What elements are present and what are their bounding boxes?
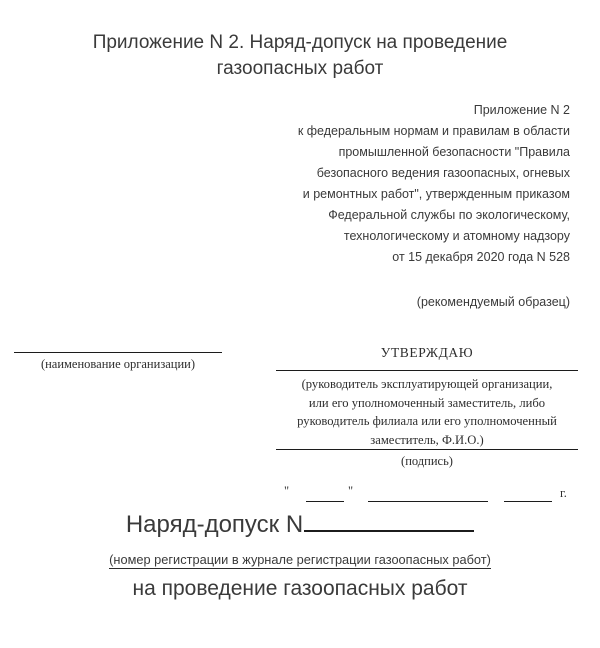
permit-heading [0,510,600,540]
approval-field [276,345,578,469]
signature-caption: (подпись) [401,454,453,468]
permit-subtitle: на проведение газоопасных работ [132,577,468,600]
approval-caption-line: или его уполномоченный заместитель, либо [308,395,546,410]
permit-number-blank[interactable] [304,513,474,532]
reference-line: Приложение N 2 [473,103,570,117]
page-title-line-2: газоопасных работ [216,58,384,79]
recommended-sample-note: (рекомендуемый образец) [416,295,570,309]
organization-rule[interactable] [14,352,222,353]
reference-line: и ремонтных работ", утвержденным приказом [302,187,570,201]
reference-line: от 15 декабря 2020 года N 528 [392,250,570,264]
approval-caption-line: руководитель филиала или его уполномоченный [297,414,557,428]
date-line [276,484,578,504]
approval-caption [276,375,578,449]
date-year-blank[interactable] [504,501,552,502]
reference-line: технологическому и атомному надзору [343,229,570,243]
permit-number-caption-text: (номер регистрации в журнале регистрации газоопасных работ) [109,552,491,567]
reference-line: промышленной безопасности "Правила [338,145,570,159]
legal-reference-block [270,100,570,268]
year-suffix-label: г. [560,486,567,500]
approval-rule-top[interactable] [276,370,578,371]
quote-close: " [348,484,354,498]
page-title [30,30,570,82]
date-day-blank[interactable] [306,501,344,502]
signature-rule[interactable] [276,449,578,450]
reference-line: безопасного ведения газоопасных, огневых [316,166,570,180]
organization-field [14,352,222,372]
organization-caption: (наименование организации) [40,357,196,371]
reference-line: к федеральным нормам и правилам в области [297,124,570,138]
permit-number-caption [0,551,600,569]
date-month-blank[interactable] [368,501,488,502]
quote-open: " [284,484,290,498]
approval-caption-line: заместитель, Ф.И.О.) [370,432,484,447]
approval-caption-line: (руководитель эксплуатирующей организации, [301,377,553,391]
reference-line: Федеральной службы по экологическому, [328,208,570,222]
page-title-line-1: Приложение N 2. Наряд-допуск на проведение [92,32,508,53]
approval-heading: УТВЕРЖДАЮ [380,345,474,360]
permit-heading-label: Наряд-допуск N [125,511,304,538]
